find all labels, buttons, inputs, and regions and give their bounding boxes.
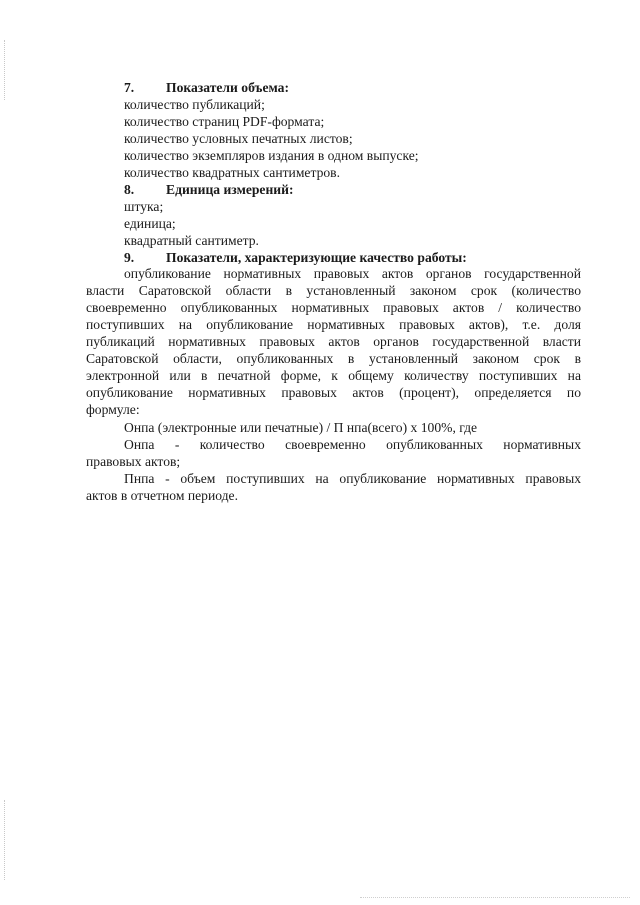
- section-9-paragraph-line: своевременно опубликованных нормативных правовых актов / количество: [86, 300, 581, 315]
- scan-artifact: [4, 40, 8, 100]
- section-8-item: штука;: [124, 199, 164, 214]
- section-7-item: количество экземпляров издания в одном выпуске;: [124, 148, 419, 163]
- section-9-paragraph-line: формуле:: [86, 402, 140, 417]
- section-8-heading: [124, 182, 293, 198]
- section-9-paragraph-line: электронной или в печатной форме, к общему количеству поступивших на: [86, 368, 581, 383]
- section-9-heading: [124, 250, 467, 266]
- scan-artifact: [360, 897, 630, 899]
- section-7-title: Показатели объема:: [166, 80, 289, 95]
- section-8-item: квадратный сантиметр.: [124, 233, 259, 248]
- section-9-paragraph-line: поступивших на опубликование нормативных правовых актов), т.е. доля: [86, 317, 581, 332]
- section-9-paragraph-line: опубликование нормативных правовых актов органов государственной: [124, 266, 581, 281]
- section-7-heading: [124, 80, 289, 96]
- section-7-number: 7.: [124, 80, 135, 95]
- section-7-item: количество публикаций;: [124, 97, 265, 112]
- section-8-number: 8.: [124, 182, 135, 197]
- definition-pnpa-line: актов в отчетном периоде.: [86, 488, 238, 503]
- section-9-number: 9.: [124, 250, 135, 265]
- section-7-item: количество условных печатных листов;: [124, 131, 353, 146]
- section-7-item: количество страниц PDF-формата;: [124, 114, 325, 129]
- section-9-paragraph-line: власти Саратовской области в установленный законом срок (количество: [86, 283, 581, 298]
- definition-pnpa-line: Пнпа - объем поступивших на опубликование нормативных правовых: [124, 471, 581, 486]
- scan-artifact: [4, 800, 8, 880]
- section-9-paragraph-line: Саратовской области, опубликованных в установленный законом срок в: [86, 351, 581, 366]
- quality-formula: Онпа (электронные или печатные) / П нпа(всего) х 100%, где: [124, 420, 478, 435]
- section-7-item: количество квадратных сантиметров.: [124, 165, 340, 180]
- section-9-paragraph-line: публикаций нормативных правовых актов органов государственной власти: [86, 334, 581, 349]
- section-9-paragraph-line: опубликование нормативных правовых актов (процент), определяется по: [86, 385, 581, 400]
- definition-onpa-line: Онпа - количество своевременно опубликованных нормативных: [124, 437, 581, 452]
- section-9-title: Показатели, характеризующие качество работы:: [166, 250, 467, 265]
- definition-onpa-line: правовых актов;: [86, 454, 181, 469]
- section-8-title: Единица измерений:: [166, 182, 294, 197]
- section-8-item: единица;: [124, 216, 176, 231]
